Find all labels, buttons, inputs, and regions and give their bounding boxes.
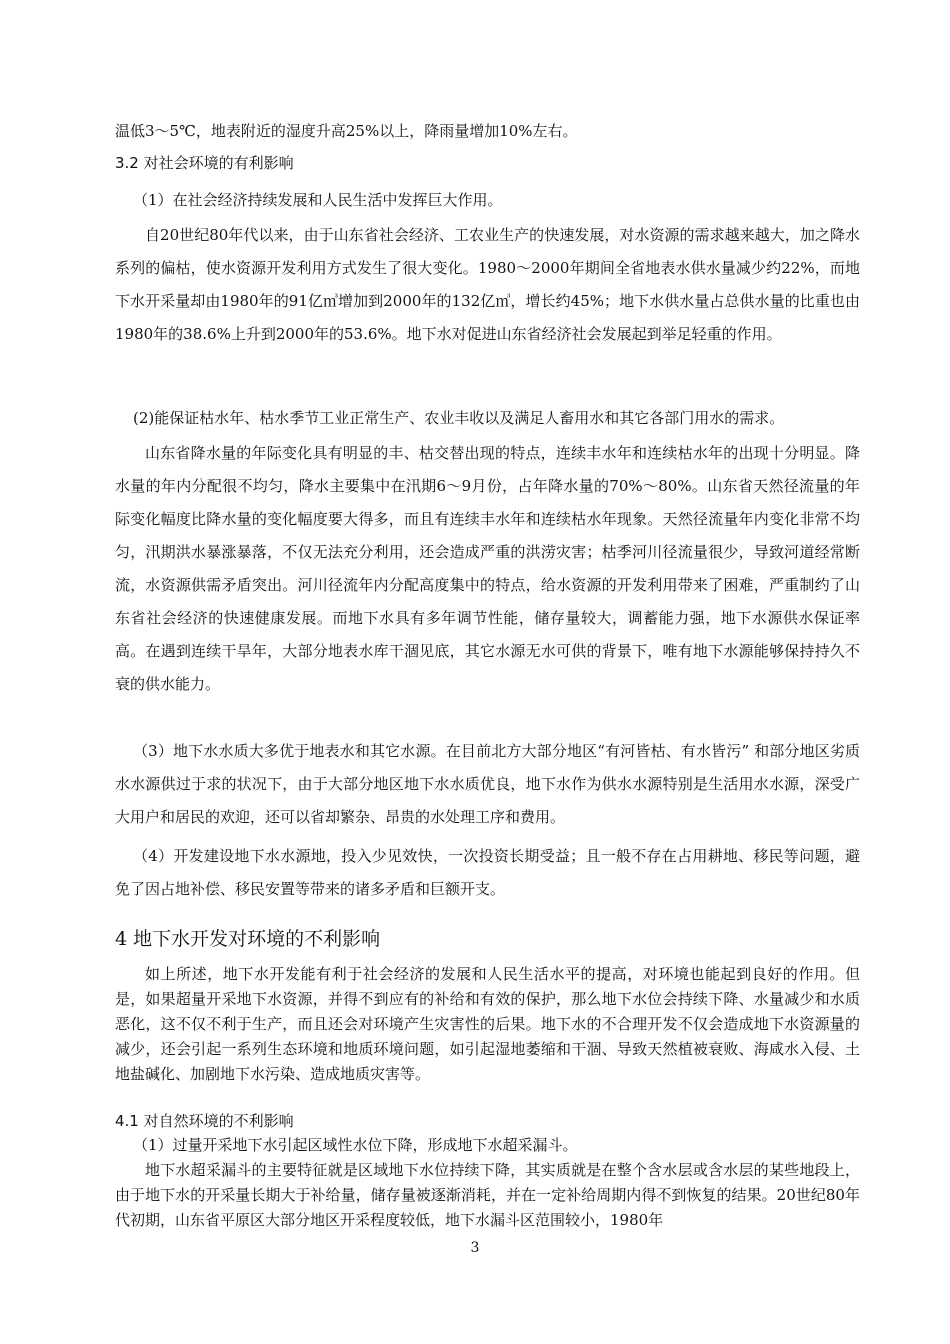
- section-heading-3-2: 3.2 对社会环境的有利影响: [115, 154, 294, 172]
- paragraph-item-1-title: （1）在社会经济持续发展和人民生活中发挥巨大作用。: [133, 191, 503, 209]
- paragraph-item-4-1-1-title: （1）过量开采地下水引起区域性水位下降，形成地下水超采漏斗。: [133, 1136, 578, 1154]
- section-heading-4: 4 地下水开发对环境的不利影响: [115, 928, 381, 950]
- paragraph-section-4-intro: 如上所述，地下水开发能有利于社会经济的发展和人民生活水平的提高，对环境也能起到良好的作用。但是，如果超量开采地下水资源，并得不到应有的补给和有效的保护，那么地下水位会持续下降、水量减少和水质恶化，这不仅不利于生产，而且还会对环境产生灾害性的后果。地下水的不合理开发不仅会造成地下水资源量的减少，还会引起一系列生态环境和地质环境问题，如引起湿地萎缩和干涸、导致天然植被衰败、海咸水入侵、土地盐碱化、加剧地下水污染、造成地质灾害等。: [115, 965, 860, 1083]
- paragraph-item-2-title: (2)能保证枯水年、枯水季节工业正常生产、农业丰收以及满足人畜用水和其它各部门用水的需求。: [133, 409, 785, 427]
- page-number: 3: [470, 1240, 480, 1256]
- paragraph-item-2-body: 山东省降水量的年际变化具有明显的丰、枯交替出现的特点，连续丰水年和连续枯水年的出现十分明显。降水量的年内分配很不均匀，降水主要集中在汛期6～9月份，占年降水量的70%～80%。山东省天然径流量的年际变化幅度比降水量的变化幅度要大得多，而且有连续丰水年和连续枯水年现象。天然径流量年内变化非常不均匀，汛期洪水暴涨暴落，不仅无法充分利用，还会造成严重的洪涝灾害；枯季河川径流量很少，导致河道经常断流，水资源供需矛盾突出。河川径流年内分配高度集中的特点，给水资源的开发利用带来了困难，严重制约了山东省社会经济的快速健康发展。而地下水具有多年调节性能，储存量较大，调蓄能力强，地下水源供水保证率高。在遇到连续干旱年，大部分地表水库干涸见底，其它水源无水可供的背景下，唯有地下水源能够保持持久不衰的供水能力。: [115, 444, 860, 693]
- paragraph-item-4: （4）开发建设地下水水源地，投入少见效快，一次投资长期受益；且一般不存在占用耕地、移民等问题，避免了因占地补偿、移民安置等带来的诸多矛盾和巨额开支。: [115, 847, 860, 898]
- paragraph-item-4-1-1-body: 地下水超采漏斗的主要特征就是区域地下水位持续下降，其实质就是在整个含水层或含水层的某些地段上，由于地下水的开采量长期大于补给量，储存量被逐渐消耗，并在一定补给周期内得不到恢复的结果。20世纪80年代初期，山东省平原区大部分地区开采程度较低，地下水漏斗区范围较小，1980年: [115, 1161, 860, 1229]
- section-heading-4-1: 4.1 对自然环境的不利影响: [115, 1112, 294, 1130]
- paragraph-intro-continuation: 温低3～5℃，地表附近的湿度升高25%以上，降雨量增加10%左右。: [115, 122, 578, 140]
- paragraph-item-3: （3）地下水水质大多优于地表水和其它水源。在目前北方大部分地区“有河皆枯、有水皆污” 和部分地区劣质水水源供过于求的状况下，由于大部分地区地下水水质优良，地下水作为供水水源特别是生活用水水源，深受广大用户和居民的欢迎，还可以省却繁杂、昂贵的水处理工序和费用。: [115, 742, 860, 826]
- paragraph-item-1-body: 自20世纪80年代以来，由于山东省社会经济、工农业生产的快速发展，对水资源的需求越来越大，加之降水系列的偏枯，使水资源开发利用方式发生了很大变化。1980～2000年期间全省地表水供水量减少约22%，而地下水开采量却由1980年的91亿㎥增加到2000年的132亿㎥，增长约45%；地下水供水量占总供水量的比重也由1980年的38.6%上升到2000年的53.6%。地下水对促进山东省经济社会发展起到举足轻重的作用。: [115, 226, 860, 343]
